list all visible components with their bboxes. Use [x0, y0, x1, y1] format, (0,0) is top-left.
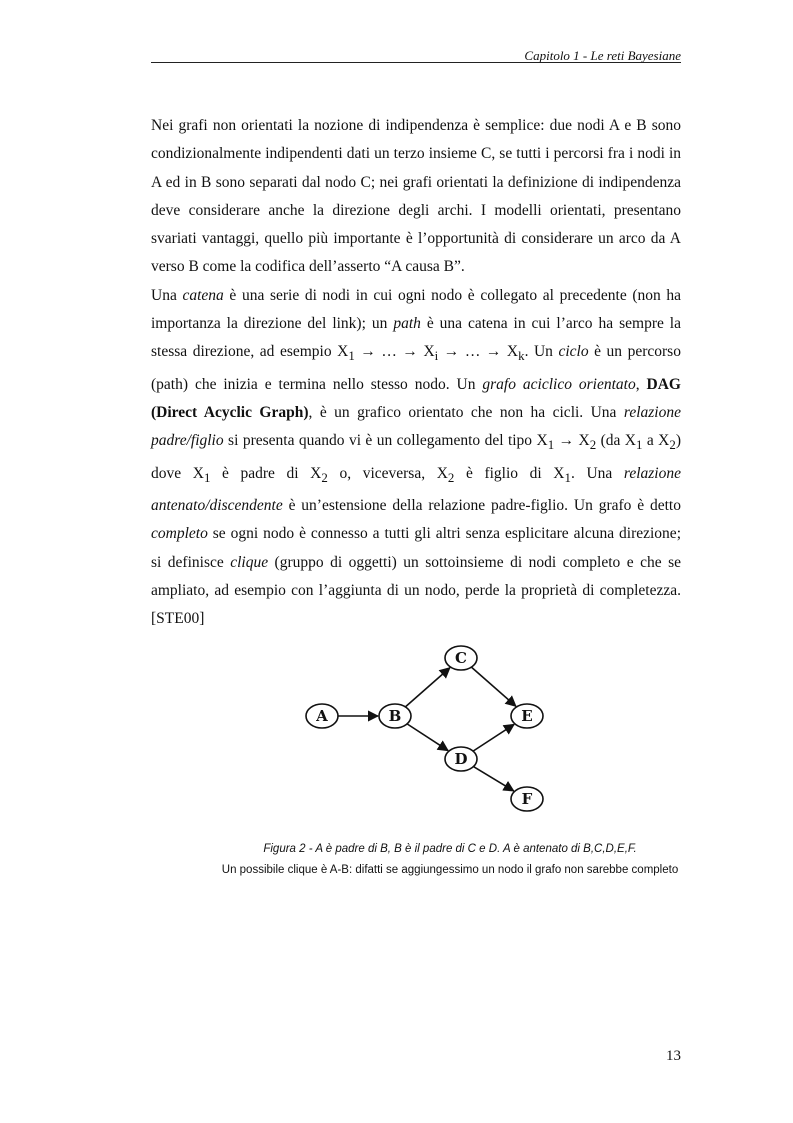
paragraph-undirected-graphs: Nei grafi non orientati la nozione di indipendenza è semplice: due nodi A e B sono condizionalmente indipendenti dati un terzo insieme C, se tutti i percorsi fra i nodi in A ed in B sono separati dal nodo C; nei grafi orientati la definizione di indipendenza deve considerare anche la direzione degli archi. I modelli orientati, presentano svariati vantaggi, quello più importante è l’opportunità di considerare un arco da A verso B come la codifica dell’asserto “A causa B”.: [151, 117, 681, 276]
node-b: [379, 704, 411, 728]
term-clique: clique: [230, 553, 269, 571]
paragraph-definitions: Una catena è una serie di nodi in cui ogni nodo è collegato al precedente (non ha importanza la direzione del link); un path è una catena in cui l’arco ha sempre la stessa direzione, ad esempio $X_1$ → … → $X_i$ → … → $X_k$. Un ciclo è un percorso (path) che inizia e termina nello stesso nodo. Un grafo aciclico orientato, DAG (Direct Acyclic Graph), è un grafico orientato che non ha cicli. Una relazione padre/figlio si presenta quando vi è un collegamento del tipo $X_1 \to X_2$ (da $X_1$ a $X_2$) dove $X_1$ è padre di $X_2$ o, viceversa, $X_2$ è figlio di $X_1$. Una relazione antenato/discendente è un’estensione della relazione padre-figlio. Un grafo è detto completo se ogni nodo è connesso a tutti gli altri senza esplicitare alcuna direzione; si definisce clique (gruppo di oggetti) un sottoinsieme di nodi completo e che se ampliato, ad esempio con l’aggiunta di un nodo, perde la proprietà di completezza. [STE00]: [151, 286, 682, 628]
node-d-label: D: [454, 750, 468, 768]
running-header: Capitolo 1 - Le reti Bayesiane: [524, 48, 681, 63]
edge-d-f: [473, 767, 513, 791]
node-a-label: A: [316, 707, 328, 725]
term-completo: completo: [151, 525, 208, 543]
edge-b-c: [405, 668, 449, 707]
page-number: 13: [666, 1048, 681, 1064]
node-e-label: E: [521, 707, 533, 725]
term-ciclo: ciclo: [558, 343, 589, 361]
node-f-label: F: [521, 790, 533, 808]
figure-caption: Figura 2 - A è padre di B, B è il padre di C e D. A è antenato di B,C,D,E,F.: [263, 843, 637, 855]
term-path: path: [393, 315, 421, 333]
node-f: [511, 787, 543, 811]
term-relazione-padre-figlio: relazione padre/figlio: [151, 404, 681, 450]
node-c: [445, 646, 477, 670]
term-grafo-aciclico: grafo aciclico orientato: [482, 375, 636, 393]
dag-figure: [290, 636, 550, 826]
dag-diagram: [290, 636, 550, 826]
term-dag: DAG (Direct Acyclic Graph): [151, 375, 681, 422]
node-b-label: B: [388, 707, 402, 725]
edge-c-e: [471, 667, 515, 706]
body-text: [151, 112, 681, 634]
header-rule: [151, 62, 681, 63]
term-relazione-antenato: relazione antenato/discendente: [151, 464, 681, 515]
edge-d-e: [473, 724, 514, 751]
node-d: [445, 747, 477, 771]
term-catena: catena: [182, 286, 224, 304]
figure-caption-note: Un possibile clique è A-B: difatti se aggiungessimo un nodo il grafo non sarebbe completo: [221, 864, 679, 876]
edge-b-d: [407, 724, 448, 751]
node-a: [306, 704, 338, 728]
node-e: [511, 704, 543, 728]
node-c-label: C: [455, 649, 467, 667]
